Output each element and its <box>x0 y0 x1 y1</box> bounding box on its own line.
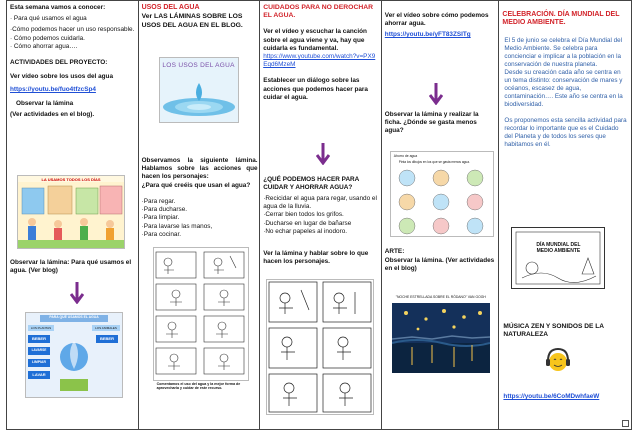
poster-title: DÍA MUNDIAL DEL MEDIO AMBIENTE <box>536 242 581 254</box>
paragraph: Desde su creación cada año se centra en un tema distinto: conservación de mares y océanos, escasez de agua, contaminación…. Este año se centra en la biodiversidad. <box>504 69 623 108</box>
diagram-label: LAVAR <box>32 372 46 377</box>
diagram-label: LOS PLANTAS <box>30 326 52 330</box>
saving-worksheet <box>390 151 494 237</box>
section-title: CELEBRACIÓN. DÍA MUNDIAL DEL MEDIO AMBIENTE. <box>502 11 620 26</box>
list-item: ·Cerrar bien todos los grifos. <box>263 211 344 219</box>
down-arrow-icon <box>70 282 84 304</box>
down-arrow-icon <box>429 83 443 105</box>
illustration-caption: LA USAMOS TODOS LOS DÍAS <box>41 177 101 182</box>
video-link[interactable]: https://youtu.be/yFT83ZSITg <box>384 31 471 39</box>
section-subtitle: Ver LAS LÁMINAS SOBRE LOS USOS DEL AGUA EN EL BLOG. <box>141 13 243 30</box>
actions-list <box>263 195 379 236</box>
painting-image <box>392 303 490 373</box>
image-title: LOS USOS DEL AGUA <box>162 62 235 69</box>
video-link[interactable]: https://youtu.be/fuo4tfzcSp4 <box>10 86 96 94</box>
intro-text: Esta semana vamos a conocer: <box>10 4 106 11</box>
observe-text: Ver la lámina y hablar sobre lo que hacen los personajes. <box>263 250 369 266</box>
song-intro: Ver el vídeo y escuchar la canción sobre el agua viene y va, hay que cuidarla es fundamental. <box>263 28 367 52</box>
starry-night-painting <box>392 303 490 373</box>
water-drop-image <box>159 57 239 123</box>
uses-illustration <box>17 175 125 249</box>
brochure-page <box>6 0 632 430</box>
usage-question: Observar la lámina: Para qué usamos el agua. (Ver blog) <box>10 259 132 275</box>
section-title: USOS DEL AGUA <box>141 4 200 11</box>
comic-drawings <box>267 280 373 414</box>
column-2 <box>139 1 261 429</box>
list-item: ·Para limpiar. <box>141 214 180 222</box>
observe-label: Observar la lámina <box>16 99 74 107</box>
diagram-label: LOS ANIMALES <box>95 326 117 330</box>
art-text: Observar la lámina. (Ver actividades en el blog) <box>384 257 495 273</box>
music-link[interactable]: https://youtu.be/6CoMDwhfaeW <box>503 393 600 400</box>
uses-list <box>142 198 258 239</box>
observe-text: Observamos la siguiente lámina. Hablamos sobre las acciones que hacen los personajes: <box>141 157 258 181</box>
paragraph: El 5 de junio se celebra el Día Mundial del Medio Ambiente. Se celebra para concienciar e implicar a la población en la conservación de nuestra planeta. <box>504 37 623 68</box>
section-title: CUIDADOS PARA NO DEROCHAR EL AGUA. <box>263 4 374 20</box>
family-scene-image <box>18 182 124 248</box>
art-title: ARTE: <box>384 248 405 255</box>
list-item: ·Para lavarse las manos, <box>141 222 213 230</box>
video-label: Ver vídeo sobre los usos del agua <box>10 73 113 81</box>
save-question: ¿QUÉ PODEMOS HACER PARA CUIDAR Y AHORRAR AGUA? <box>263 176 360 192</box>
dialogue-text: Establecer un diálogo sobre las acciones que podemos hacer para cuidar el agua. <box>263 77 368 101</box>
uses-diagram <box>25 312 123 398</box>
bullet: ·Cómo podemos hacer un uso responsable. <box>10 26 135 34</box>
sheet-instructions: Pinta los dibujos en los que se gasta menos agua. <box>398 160 470 164</box>
down-arrow-icon <box>316 143 330 165</box>
column-5 <box>499 1 631 429</box>
song-link[interactable]: https://www.youtube.com/watch?v=PX9Eqd6MzeM <box>263 53 376 69</box>
bullet: · Cómo podemos cuidarla. <box>10 34 85 42</box>
drop-ripple-graphic <box>160 69 238 119</box>
list-item: ·Para regar. <box>141 198 176 205</box>
paragraph: Os proponemos esta sencilla actividad para recordar lo importante que es el Cuidado del Planeta y de todos los seres que habitamos en él. <box>504 117 627 148</box>
list-item: ·Recicidar el agua para regar, usando el agua de la lluvia. <box>263 195 377 211</box>
list-item: ·Para cocinar. <box>141 230 182 238</box>
column-1 <box>7 1 139 429</box>
question-text: ¿Para qué creéis que usan el agua? <box>141 182 251 189</box>
uses-worksheet <box>153 247 249 381</box>
worksheet-drawings <box>154 248 248 380</box>
list-item: ·Para ducharse. <box>141 206 188 214</box>
painting-caption: "NOCHE ESTRELLADA SOBRE EL RÓDANO" VAN GOGH <box>395 295 486 299</box>
column-4 <box>382 1 500 429</box>
diagram-label: BEBER <box>31 336 46 341</box>
diagram-label: LIMPIAR <box>32 360 46 364</box>
column-3 <box>260 1 382 429</box>
saving-comic-sheet <box>266 279 374 415</box>
worksheet-caption: Comentamos el uso del agua y la mejor forma de aprovecharla y cuidar de este recurso. <box>156 382 241 391</box>
music-title: MÚSICA ZEN Y SONIDOS DE LA NATURALEZA <box>503 323 604 339</box>
blog-note: (Ver actividades en el blog). <box>10 110 95 118</box>
sheet-header: Ahorro de agua <box>393 154 418 158</box>
worksheet-scenes <box>391 166 493 237</box>
diagram-title: PARA QUÉ USAMOS EL AGUA <box>49 315 99 319</box>
headphones-emoji-icon <box>545 347 571 373</box>
diagram-label: BEBER <box>99 336 114 341</box>
corner-marker <box>622 420 629 427</box>
observe-text: Observar la lámina y realizar la ficha. ¿Dónde se gasta menos agua? <box>384 111 479 135</box>
bullet: · Para qué usamos el agua <box>10 15 87 23</box>
diagram-label: LAVARSE <box>31 348 47 352</box>
list-item: ·Ducharse en lugar de bañarse <box>263 219 352 227</box>
list-item: ·No echar papeles al inodoro. <box>263 227 348 235</box>
activities-title: ACTIVIDADES DEL PROYECTO: <box>10 59 108 67</box>
environment-day-poster <box>511 227 605 289</box>
bullet: · Cómo ahorrar agua…. <box>10 42 78 50</box>
poster-drawing <box>512 228 604 288</box>
video-label: Ver el vídeo sobre cómo podemos ahorrar agua. <box>384 12 489 28</box>
